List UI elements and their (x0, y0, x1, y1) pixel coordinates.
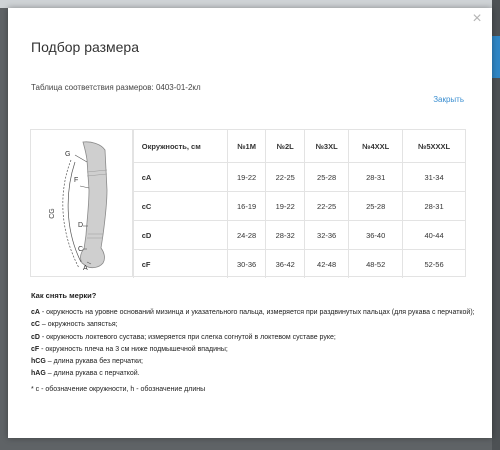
table-cell: 19-22 (266, 192, 305, 221)
table-cell: 52-56 (403, 250, 465, 279)
row-label: cF (133, 250, 227, 279)
size-table-container (30, 129, 466, 277)
table-cell: 24-28 (227, 221, 266, 250)
instruction-line (31, 368, 475, 380)
instruction-line (31, 332, 475, 344)
size-table (133, 130, 465, 278)
instruction-line (31, 307, 475, 319)
page-header-strip (0, 0, 500, 8)
instruction-text: - окружность на уровне оснований мизинца и указательного пальца, измеряется при раздвинутых пальцах (для рукава с перчаткой); (39, 309, 475, 317)
size-table-caption: Таблица соответствия размеров: 0403-01-2кл (31, 83, 201, 92)
instruction-key: hCG (31, 358, 46, 366)
table-header: №3XL (305, 130, 349, 163)
instruction-text: - окружность локтевого сустава; измеряется при слегка согнутой в локтевом суставе руке; (39, 333, 336, 341)
instruction-line (31, 344, 475, 356)
table-row (133, 250, 465, 279)
table-row (133, 221, 465, 250)
instruction-text: – окружность запястья; (39, 321, 118, 329)
table-row (133, 163, 465, 192)
diagram-label-g: G (65, 151, 71, 158)
table-cell: 30-36 (227, 250, 266, 279)
table-cell: 25-28 (349, 192, 403, 221)
instructions-heading: Как снять мерки? (31, 291, 97, 300)
diagram-label-c: C (78, 246, 84, 253)
diagram-label-a: A (83, 265, 88, 272)
table-cell: 40-44 (403, 221, 465, 250)
table-header-row (133, 130, 465, 163)
table-cell: 22-25 (305, 192, 349, 221)
diagram-label-f: F (74, 177, 79, 184)
instruction-key: cC (31, 321, 40, 329)
arm-measurement-diagram (31, 130, 133, 276)
page-accent-tab (492, 36, 500, 78)
table-cell: 28-31 (349, 163, 403, 192)
table-cell: 28-31 (403, 192, 465, 221)
diagram-label-cg: CG (48, 208, 56, 219)
table-header: №2L (266, 130, 305, 163)
table-cell: 32-36 (305, 221, 349, 250)
measurement-instructions (31, 290, 475, 397)
table-header: Окружность, см (133, 130, 227, 163)
instruction-key: cF (31, 345, 40, 353)
table-cell: 16-19 (227, 192, 266, 221)
table-header: №5XXXL (403, 130, 465, 163)
table-cell: 48-52 (349, 250, 403, 279)
instruction-line (31, 319, 475, 331)
instruction-text: – длина рукава с перчаткой. (45, 370, 140, 378)
instruction-text: – длина рукава без перчатки; (45, 358, 144, 366)
table-header: №4XXL (349, 130, 403, 163)
table-cell: 22-25 (266, 163, 305, 192)
table-row (133, 192, 465, 221)
diagram-label-d: D (78, 222, 84, 229)
table-cell: 28-32 (266, 221, 305, 250)
table-cell: 36-40 (349, 221, 403, 250)
instruction-key: cA (31, 309, 40, 317)
instruction-line (31, 356, 475, 368)
size-modal (8, 8, 492, 438)
instructions-note: * c - обозначение окружности, h - обозначение длины (31, 386, 206, 394)
close-icon[interactable]: × (472, 10, 482, 27)
row-label: cD (133, 221, 227, 250)
row-label: cC (133, 192, 227, 221)
table-cell: 19-22 (227, 163, 266, 192)
modal-title: Подбор размера (31, 39, 140, 55)
table-cell: 25-28 (305, 163, 349, 192)
table-cell: 42-48 (305, 250, 349, 279)
table-header: №1M (227, 130, 266, 163)
row-label: cA (133, 163, 227, 192)
close-link[interactable]: Закрыть (433, 95, 464, 104)
instruction-key: hAG (31, 370, 46, 378)
instruction-text: - окружность плеча на 3 см ниже подмышечной впадины; (39, 345, 228, 353)
page-scrollbar-area (492, 0, 500, 450)
instruction-key: cD (31, 333, 40, 341)
table-cell: 36-42 (266, 250, 305, 279)
table-cell: 31-34 (403, 163, 465, 192)
